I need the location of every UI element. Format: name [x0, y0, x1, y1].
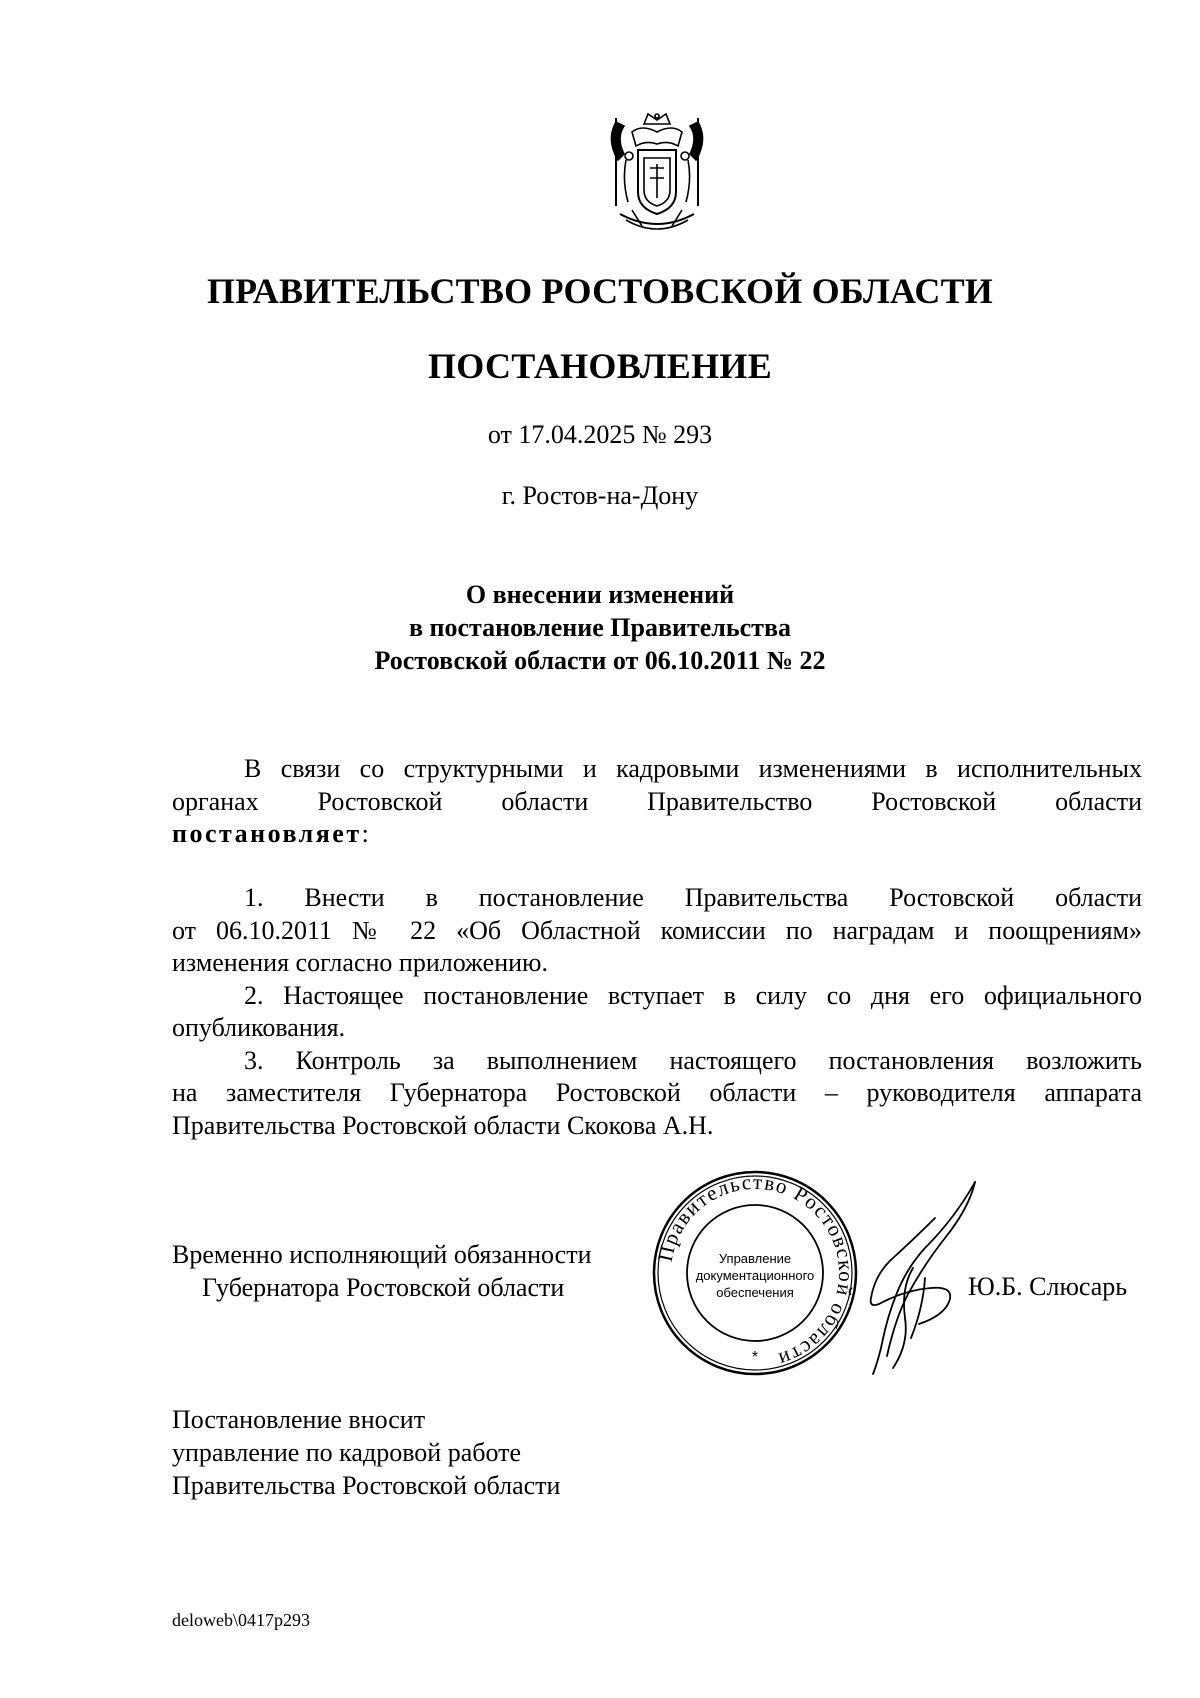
file-code: deloweb\0417p293 [172, 1610, 310, 1630]
preamble-line: В связи со структурными и кадровыми изменениями в исполнительных [244, 754, 1142, 783]
subject-line: в постановление Правительства [408, 613, 791, 642]
resolution-item [172, 1045, 1142, 1143]
footer-line: управление по кадровой работе [172, 1438, 522, 1467]
item-line: на заместителя Губернатора Ростовской области – руководителя аппарата [172, 1078, 1142, 1107]
document-subject [0, 578, 1200, 677]
seal-inner-line: обеспечения [716, 1285, 794, 1300]
document-type: ПОСТАНОВЛЕНИЕ [427, 346, 773, 386]
preamble-decision [172, 818, 1142, 851]
document-date-number: от 17.04.2025 № 293 [487, 420, 713, 449]
preamble-line: органах Ростовской области Правительство Ростовской области [172, 786, 1142, 816]
decision-word: постановляет [172, 819, 362, 848]
seal-inner-line: документационного [695, 1268, 815, 1283]
item-line: 2. Настоящее постановление вступает в силу со дня его официального [244, 980, 1142, 1010]
resolution-item [172, 980, 1142, 1045]
subject-line: Ростовской области от 06.10.2011 № 22 [374, 646, 826, 675]
item-line: опубликования. [172, 1013, 346, 1042]
position-line: Губернатора Ростовской области [202, 1273, 565, 1302]
resolution-items [172, 882, 1142, 1142]
seal-inner-line: Управление [718, 1251, 792, 1266]
item-line: Правительства Ростовской области Скокова А.Н. [172, 1110, 714, 1140]
item-line: изменения согласно приложению. [172, 948, 548, 977]
item-line: 3. Контроль за выполнением настоящего постановления возложить [244, 1045, 1142, 1075]
resolution-item [172, 882, 1142, 980]
signatory-name: Ю.Б. Слюсарь [968, 1272, 1128, 1301]
document-city: г. Ростов-на-Дону [501, 481, 699, 510]
subject-line: О внесении изменений [465, 580, 735, 609]
decision-tail: : [361, 819, 369, 848]
item-line: от 06.10.2011 № 22 «Об Областной комиссии по наградам и поощрениям» [172, 915, 1142, 945]
coat-of-arms-icon [602, 110, 712, 240]
seal-star: * [751, 1349, 759, 1366]
preamble [172, 753, 1142, 851]
position-line: Временно исполняющий обязанности [172, 1240, 592, 1269]
submitted-by [172, 1403, 560, 1502]
footer-line: Правительства Ростовской области [172, 1471, 561, 1500]
signatory-position [172, 1238, 592, 1304]
organization-title: ПРАВИТЕЛЬСТВО РОСТОВСКОЙ ОБЛАСТИ [206, 271, 994, 311]
official-seal [650, 1168, 860, 1378]
item-line: 1. Внести в постановление Правительства Ростовской области [244, 883, 1142, 912]
footer-line: Постановление вносит [172, 1405, 426, 1434]
handwritten-signature [865, 1178, 985, 1378]
seal-outer-text: Правительство Ростовской области [652, 1169, 859, 1373]
